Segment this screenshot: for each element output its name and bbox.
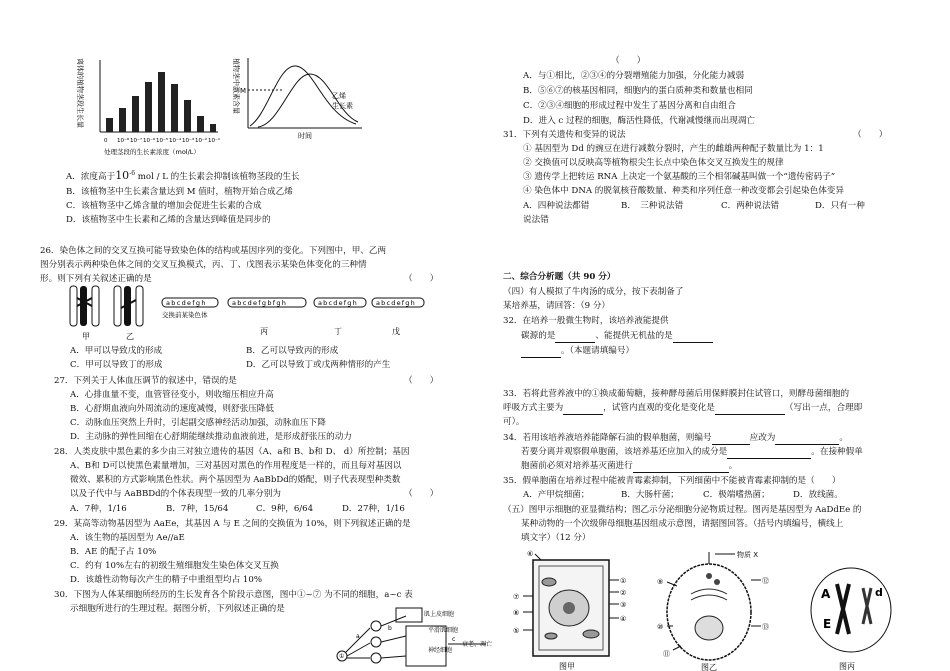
q30-option-b: B．⑤⑥⑦的核基因相同，细胞内的蛋白质种类和数量也相同	[523, 86, 753, 96]
bar	[106, 118, 113, 132]
q28-paren: （ ）	[404, 489, 439, 499]
tick-label: 10⁻³	[182, 138, 195, 144]
bar	[197, 116, 204, 132]
q27-option-a: A．心排血量不变，血管管径变小，则收缩压相应升高	[70, 390, 274, 400]
fig-yi-secretory-cell	[651, 546, 781, 671]
label-yi: 乙	[126, 332, 134, 341]
q30-option-c: C．②③④细胞的形成过程中发生了基因分离和自由组合	[523, 101, 736, 111]
q30-label-low: 神经细胞	[428, 647, 453, 654]
q25-fig2-m-label: M	[240, 87, 247, 95]
q25-fig2-curve1: 乙烯	[332, 92, 346, 100]
q30-option-a: A．与①相比，②③④的分裂增殖能力加强，分化能力减弱	[523, 71, 745, 81]
q28-option-c: C．9种，6/64	[256, 504, 314, 514]
q33-line-3: 可）。	[503, 417, 525, 427]
fig-yi-caption: 图乙	[701, 663, 717, 671]
q33-line-1: 33．若将此营养液中的①换成葡萄糖，接种酵母菌后用保鲜膜封住试管口，则酵母菌细胞的	[503, 389, 850, 399]
tick-label: 10⁻¹	[208, 138, 220, 144]
tick-label: 0	[104, 138, 108, 144]
q30-cell-figure	[336, 606, 526, 671]
q27-option-b: B．心舒期血液向外周流动的速度减慢，则舒张压降低	[70, 404, 274, 414]
chromosome-bing: abcdefgbfgh	[232, 299, 288, 307]
tick-label: 10⁻⁶	[143, 138, 156, 144]
q34-line-1: 34．若用该培养液培养能降解石油的假单胞菌，则编号 应改为 。	[503, 433, 848, 443]
fig-jia-number-2: ②	[620, 589, 627, 597]
q27-option-d: D．主动脉的弹性回缩在心舒期能继续推动血液前进，是形成舒张压的动力	[70, 432, 352, 442]
fig-yi-substance-x: 物质 X	[737, 551, 759, 559]
q35-option-b: B．大肠杆菌；	[621, 490, 679, 500]
bar	[145, 82, 152, 132]
q26-stem-2: 图分别表示两种染色体之间的交叉互换模式，丙、丁、戊图表示某染色体变化的三种情	[40, 260, 367, 270]
q29-option-b: B．AE 的配子占 10%	[70, 547, 157, 557]
q27-stem: 27．下列关于人体血压调节的叙述中，错误的是	[54, 376, 237, 386]
section-4-intro-1: （四）有人模拟了牛肉汤的成分，按下表制备了	[503, 287, 684, 297]
q26-stem-3: 形。则下列有关叙述正确的是	[40, 274, 152, 284]
fig-bing-oocyte	[805, 562, 903, 671]
fig-yi-number-10: ⑩	[657, 623, 664, 631]
ethylene-curve	[258, 74, 358, 127]
q25-option-b: B．该植物茎中生长素含量达到 M 值时，植物开始合成乙烯	[66, 187, 293, 197]
fig-yi-number-11: ⑪	[663, 650, 670, 658]
bar	[171, 84, 178, 132]
fig-bing-letter-a: A	[821, 587, 831, 601]
label-jia: 甲	[82, 332, 90, 341]
q28-line-3: 微效、累积的方式影响黑色性状。两个基因型为 AaBbDd的婚配，则子代表现型种类数	[70, 475, 401, 485]
tick-label: 10⁻²	[195, 138, 208, 144]
q31-paren: （ ）	[853, 130, 888, 140]
fig-yi-number-9: ⑨	[657, 578, 664, 586]
q34-line-2: 若要分离并观察假单胞菌，该培养基还应加入的成分是 。在接种假单	[521, 447, 863, 457]
q31-stem: 31．下列有关遗传和变异的说法	[503, 130, 626, 140]
q30-process-c: c	[452, 636, 456, 643]
q35-option-d: D．放线菌。	[793, 490, 843, 500]
label-wu: 戊	[392, 327, 400, 336]
q30-paren: （ ）	[611, 56, 646, 66]
q30-process-b: b	[388, 625, 392, 632]
q26-option-b: B．乙可以导致丙的形成	[246, 346, 339, 356]
q30-line-2: 示细胞所进行的生理过程。据图分析，下列叙述正确的是	[70, 604, 285, 614]
q26-paren: （ ）	[404, 274, 439, 284]
chromosome-wu: abcdefgh	[376, 299, 416, 307]
q25-fig2-xlabel: 时间	[298, 132, 312, 140]
q30-option-d: D．进入 c 过程的细胞，酶活性降低，代谢减慢继而出现凋亡	[523, 116, 756, 126]
bar	[210, 124, 216, 132]
fig-jia-caption: 图甲	[559, 662, 575, 671]
q28-line-1: 28．人类皮肤中黑色素的多少由三对独立遗传的基因（A、a和 B、b和 D、 d）所控制；基因	[54, 447, 410, 457]
q33-line-2: 呼吸方式主要为 ，试管内直观的变化是变化是 （写出一点，合理即	[503, 403, 863, 413]
section-5-line-2: 某种动物的一个次级卵母细胞基因组成示意图，请据图回答。（括号内填编号，横线上	[521, 519, 844, 529]
q30-label-mid: 平滑肌细胞	[428, 627, 459, 634]
q29-option-a: A．该生物的基因型为 Ae//aE	[70, 533, 185, 543]
section-5-line-1: （五）图甲示细胞的亚显微结构；图乙示分泌细胞分泌物质过程。图丙是基因型为 AaDdEe 的	[503, 505, 862, 515]
fig-bing-caption: 图丙	[839, 662, 855, 671]
q25-curve-chart	[228, 54, 368, 154]
bar	[184, 100, 191, 132]
q28-line-2: A、B和 D可以使黑色素量增加，三对基因对黑色的作用程度是一样的，而且每对基因以	[70, 461, 402, 471]
q35-stem: 35．假单胞菌在培养过程中能被青霉素抑制，下列细菌中不能被青霉素抑制的是（ ）	[503, 476, 841, 486]
q25-fig1-xlabel: 处理茎段的生长素浓度（mol/L）	[104, 148, 200, 156]
q32-line-1: 32．在培养一般微生物时，该培养液能提供	[503, 316, 669, 326]
fig-jia-plant-cell	[511, 550, 631, 671]
q31-item-4: ④ 染色体中 DNA 的脱氧核苷酸数量、种类和序列任意一种改变都会引起染色体变异	[523, 186, 844, 196]
tick-label: 10⁻⁷	[130, 138, 143, 144]
chromosome-ding: abcdefgh	[318, 299, 358, 307]
fig-jia-number-8: ⑧	[513, 609, 520, 617]
q29-option-d: D．该雄性动物每次产生的精子中重组型均占 10%	[70, 575, 263, 585]
q25-bar-chart	[70, 52, 220, 162]
q31-option-c: C．两种说法错	[721, 201, 780, 211]
tick-label: 10⁻⁵	[156, 138, 169, 144]
q28-option-a: A．7种，1/16	[70, 504, 127, 514]
q28-option-b: B．7种，15/64	[166, 504, 229, 514]
section-5-line-3: 填文字）（12 分）	[521, 533, 591, 543]
q26-option-d: D．乙可以导致丁或戊两种情形的产生	[246, 360, 391, 370]
q34-line-3: 胞菌前必须对培养基灭菌进行 。	[521, 461, 738, 471]
q32-line-3: 。（本题请填编号）	[521, 345, 634, 358]
q26-chromosome-figure	[62, 284, 432, 344]
q35-option-c: C．极端嗜热菌；	[703, 490, 770, 500]
q30-label-top: 肌上皮细胞	[424, 611, 455, 618]
q31-option-a: A．四种说法都错	[523, 201, 590, 211]
q32-line-2: 碳源的是 、能提供无机盐的是	[521, 330, 713, 343]
fig-jia-number-5: ⑤	[513, 627, 520, 635]
bar	[119, 108, 126, 132]
tick-label: 10⁻⁴	[169, 138, 182, 144]
fig-jia-number-3: ③	[620, 601, 627, 609]
chromosome-before-label: 交换前某染色体	[162, 311, 208, 319]
fig-jia-number-4: ④	[620, 615, 627, 623]
q31-item-1: ① 基因型为 Dd 的豌豆在进行减数分裂时，产生的雌雄两种配子数量比为 1：1	[523, 144, 824, 154]
bar	[158, 72, 165, 132]
chromosome-before: abcdefgh	[166, 299, 207, 307]
q31-option-d-cont: 说法错	[523, 215, 549, 225]
q31-option-d: D．只有一种	[815, 201, 865, 211]
label-ding: 丁	[334, 327, 342, 336]
q29-stem: 29．某高等动物基因型为 AaEe，其基因 A 与 E 之间的交换值为 10%，则下列叙述正确的是	[54, 519, 411, 529]
bar	[132, 96, 139, 132]
q28-option-d: D．27种，1/16	[342, 504, 405, 514]
q30-process-a: a	[356, 633, 360, 640]
fig-yi-number-13: ⑬	[762, 623, 769, 631]
q30-circle-1: ①	[339, 653, 345, 660]
q31-item-2: ② 交换值可以反映高等植物根尖生长点中染色体交叉互换发生的规律	[523, 158, 784, 168]
section-4-intro-2: 某培养基，请回答：（9 分）	[503, 301, 611, 311]
q26-option-c: C．甲可以导致丁的形成	[70, 360, 163, 370]
section-2-title: 二、综合分析题（共 90 分）	[503, 272, 616, 282]
q25-fig2-curve2: 生长素	[332, 102, 353, 110]
q30-line-1: 30．下图为人体某细胞所经历的生长发育各个阶段示意图，图中①~⑦ 为不同的细胞，a~c 表	[54, 590, 413, 600]
fig-jia-number-1: ①	[620, 577, 627, 585]
fig-jia-number-6: ⑥	[527, 550, 534, 558]
q25-option-c: C．该植物茎中乙烯含量的增加会促进生长素的合成	[66, 201, 262, 211]
q25-option-a: A．浓度高于$10^{-6}$ mol / L 的生长素会抑制该植物茎段的生长	[66, 168, 300, 182]
fig-bing-letter-e: E	[823, 617, 832, 631]
q28-line-4: 以及子代中与 AaBBDd的个体表现型一致的几率分别为	[70, 489, 281, 499]
q31-option-b: B． 三种说法错	[621, 201, 684, 211]
tick-label: 10⁻⁸	[117, 138, 130, 144]
q30-label-right: 衰老、凋亡	[462, 641, 493, 648]
q25-fig1-ylabel: 离体的植物茎段生长量	[76, 58, 84, 128]
fig-yi-number-12: ⑫	[762, 577, 769, 585]
q26-stem-1: 26．染色体之间的交叉互换可能导致染色体的结构或基因序列的变化。下列图中，甲、乙两	[40, 246, 387, 256]
label-bing: 丙	[260, 327, 268, 336]
q25-fig2-ylabel: 植物茎中激素含量	[232, 58, 240, 114]
q26-option-a: A．甲可以导致戊的形成	[70, 346, 163, 356]
q25-option-d: D．该植物茎中生长素和乙烯的含量达到峰值是同步的	[66, 215, 271, 225]
fig-bing-letter-d: d	[875, 586, 883, 599]
q35-option-a: A．产甲烷细菌；	[523, 490, 590, 500]
q27-paren: （ ）	[404, 376, 439, 386]
fig-jia-number-7: ⑦	[513, 593, 520, 601]
q31-item-3: ③ 遗传学上把转运 RNA 上决定一个氨基酸的三个相邻碱基叫做一个“遗传密码子”	[523, 172, 836, 182]
q29-option-c: C．约有 10%左右的初级生殖细胞发生染色体交叉互换	[70, 561, 279, 571]
q27-option-c: C．动脉血压突然上升时，引起副交感神经活动加强，动脉血压下降	[70, 418, 326, 428]
